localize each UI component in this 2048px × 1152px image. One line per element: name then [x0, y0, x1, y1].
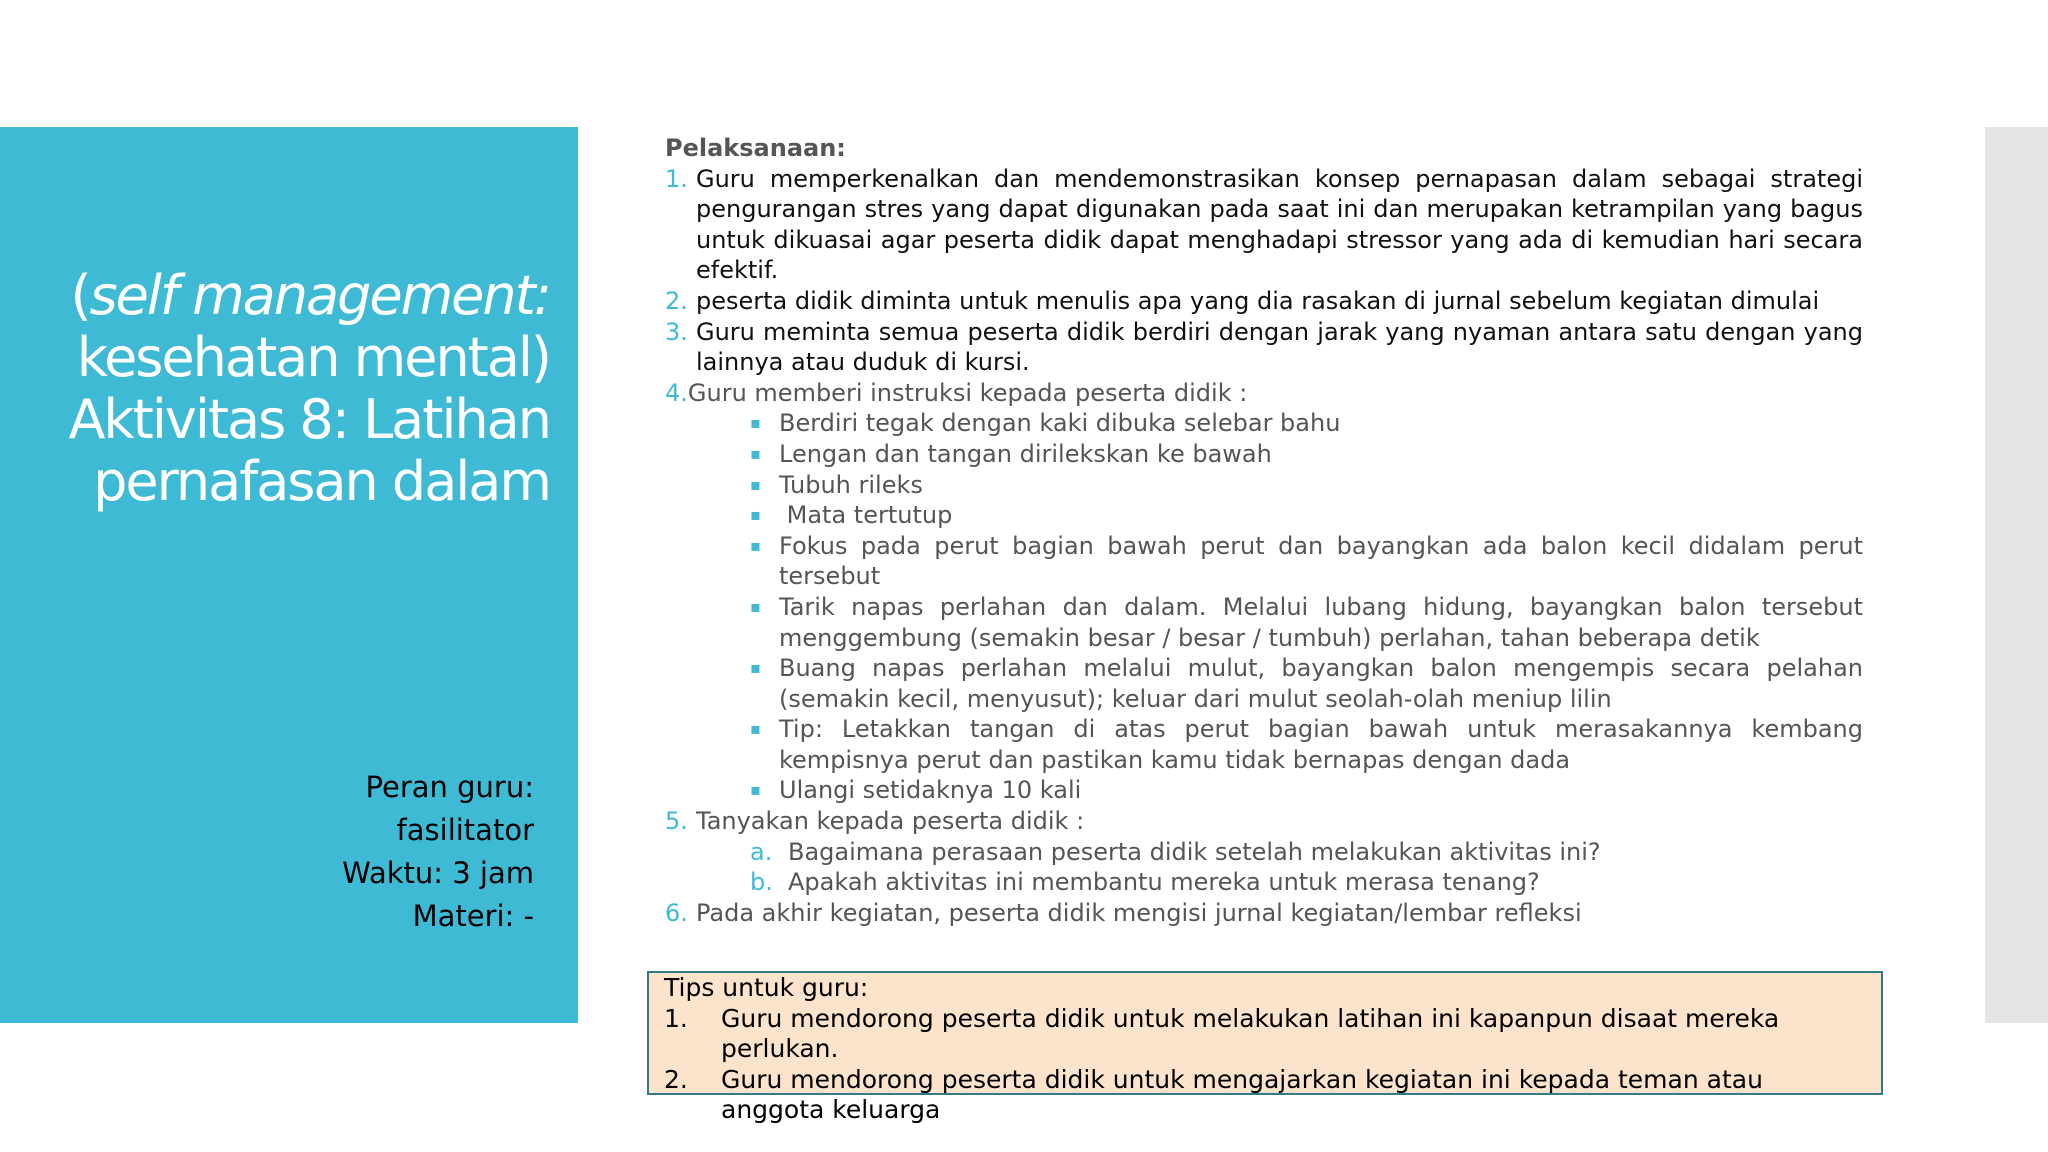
question-letter: a.: [750, 837, 773, 866]
step-item-6: [665, 898, 1863, 929]
instruction-bullet: ▪ Lengan dan tangan dirilekskan ke bawah: [750, 439, 1272, 468]
instruction-bullet: ▪ Fokus pada perut bagian bawah perut dan bayangkan ada balon kecil didalam perut tersebut: [750, 531, 1863, 591]
step-text: Tanyakan kepada peserta didik :: [696, 807, 1085, 836]
tips-heading: Tips untuk guru:: [664, 973, 869, 1002]
right-side-strip: [1985, 127, 2048, 1023]
tip-text: Guru mendorong peserta didik untuk mengajarkan kegiatan ini kepada teman atau anggota keluarga: [721, 1064, 1763, 1124]
title-italic: self management:: [89, 264, 550, 327]
step-item: [665, 317, 1863, 378]
bullet-icon: ▪: [750, 596, 761, 616]
bullet-icon: ▪: [750, 443, 761, 463]
material-text: Materi: -: [412, 899, 534, 933]
title-line-4: pernafasan dalam: [93, 450, 550, 513]
tip-text: Guru mendorong peserta didik untuk melakukan latihan ini kapanpun disaat mereka perlukan.: [721, 1003, 1780, 1063]
section-heading: Pelaksanaan:: [665, 134, 846, 162]
title-line-1: (self management:: [70, 264, 550, 327]
step-text: Guru memperkenalkan dan mendemonstrasikan konsep pernapasan dalam sebagai strategi pengurangan stres yang dapat digunakan pada saat ini dan merupakan ketrampilan yang bagus untuk dikuasai agar peserta didik dapat menghadapi stressor yang ada di kemudian hari secara efektif.: [696, 164, 1863, 285]
step-item-5: [665, 806, 1863, 837]
step-text: Guru memberi instruksi kepada peserta didik :: [687, 378, 1248, 407]
step-text: Guru meminta semua peserta didik berdiri dengan jarak yang nyaman antara satu dengan yang lainnya atau duduk di kursi.: [696, 317, 1863, 377]
instruction-bullet: ▪ Tip: Letakkan tangan di atas perut bagian bawah untuk merasakannya kembang kempisnya perut dan pastikan kamu tidak bernapas dengan dada: [750, 715, 1863, 774]
instruction-bullet: ▪ Mata tertutup: [750, 501, 953, 530]
bullet-icon: ▪: [750, 413, 761, 433]
tip-item: [664, 1004, 1871, 1065]
tip-item: [664, 1065, 1871, 1126]
instruction-bullet: ▪ Berdiri tegak dengan kaki dibuka selebar bahu: [750, 409, 1341, 438]
question-item: [750, 837, 1863, 868]
role-value: fasilitator: [396, 813, 534, 847]
bullet-icon: ▪: [750, 658, 761, 678]
instruction-bullet: ▪ Buang napas perlahan melalui mulut, bayangkan balon mengempis secara pelahan (semakin kecil, menyusut); keluar dari mulut seolah-olah meniup lilin: [750, 654, 1863, 713]
implementation-content: [665, 133, 1863, 928]
step-number: 1.: [665, 164, 688, 193]
activity-meta: [200, 766, 534, 938]
instruction-bullet: ▪ Ulangi setidaknya 10 kali: [750, 776, 1082, 805]
bullet-icon: ▪: [750, 505, 761, 525]
question-letter: b.: [750, 868, 773, 897]
tip-number: 2.: [664, 1064, 688, 1094]
step-item-4: [665, 378, 1863, 409]
bullet-icon: ▪: [750, 719, 761, 739]
teacher-tips-box: [647, 971, 1883, 1124]
instruction-bullet: ▪ Tubuh rileks: [750, 470, 923, 499]
title-line-3: Aktivitas 8: Latihan: [68, 388, 550, 451]
time-text: Waktu: 3 jam: [342, 856, 534, 890]
step-text: peserta didik diminta untuk menulis apa yang dia rasakan di jurnal sebelum kegiatan dimulai: [696, 286, 1820, 315]
tip-number: 1.: [664, 1003, 688, 1033]
step-number: 5.: [665, 807, 688, 836]
step-text: Pada akhir kegiatan, peserta didik mengisi jurnal kegiatan/lembar refleksi: [696, 898, 1582, 927]
bullet-icon: ▪: [750, 780, 761, 800]
title-line-2: kesehatan mental): [76, 326, 550, 389]
role-label: Peran guru:: [365, 770, 534, 804]
bullet-icon: ▪: [750, 474, 761, 494]
question-item: [750, 867, 1863, 898]
step-number: 2.: [665, 286, 688, 315]
step-number: 6.: [665, 898, 688, 927]
bullet-icon: ▪: [750, 535, 761, 555]
question-text: Bagaimana perasaan peserta didik setelah melakukan aktivitas ini?: [788, 837, 1601, 866]
step-item: [665, 286, 1863, 317]
step-number: 4.: [665, 378, 688, 407]
step-number: 3.: [665, 317, 688, 346]
step-item: [665, 164, 1863, 286]
instruction-bullet: ▪ Tarik napas perlahan dan dalam. Melalui lubang hidung, bayangkan balon tersebut menggembung (semakin besar / besar / tumbuh) perlahan, tahan beberapa detik: [750, 592, 1863, 652]
question-text: Apakah aktivitas ini membantu mereka untuk merasa tenang?: [788, 868, 1540, 897]
slide-title: [30, 265, 550, 513]
